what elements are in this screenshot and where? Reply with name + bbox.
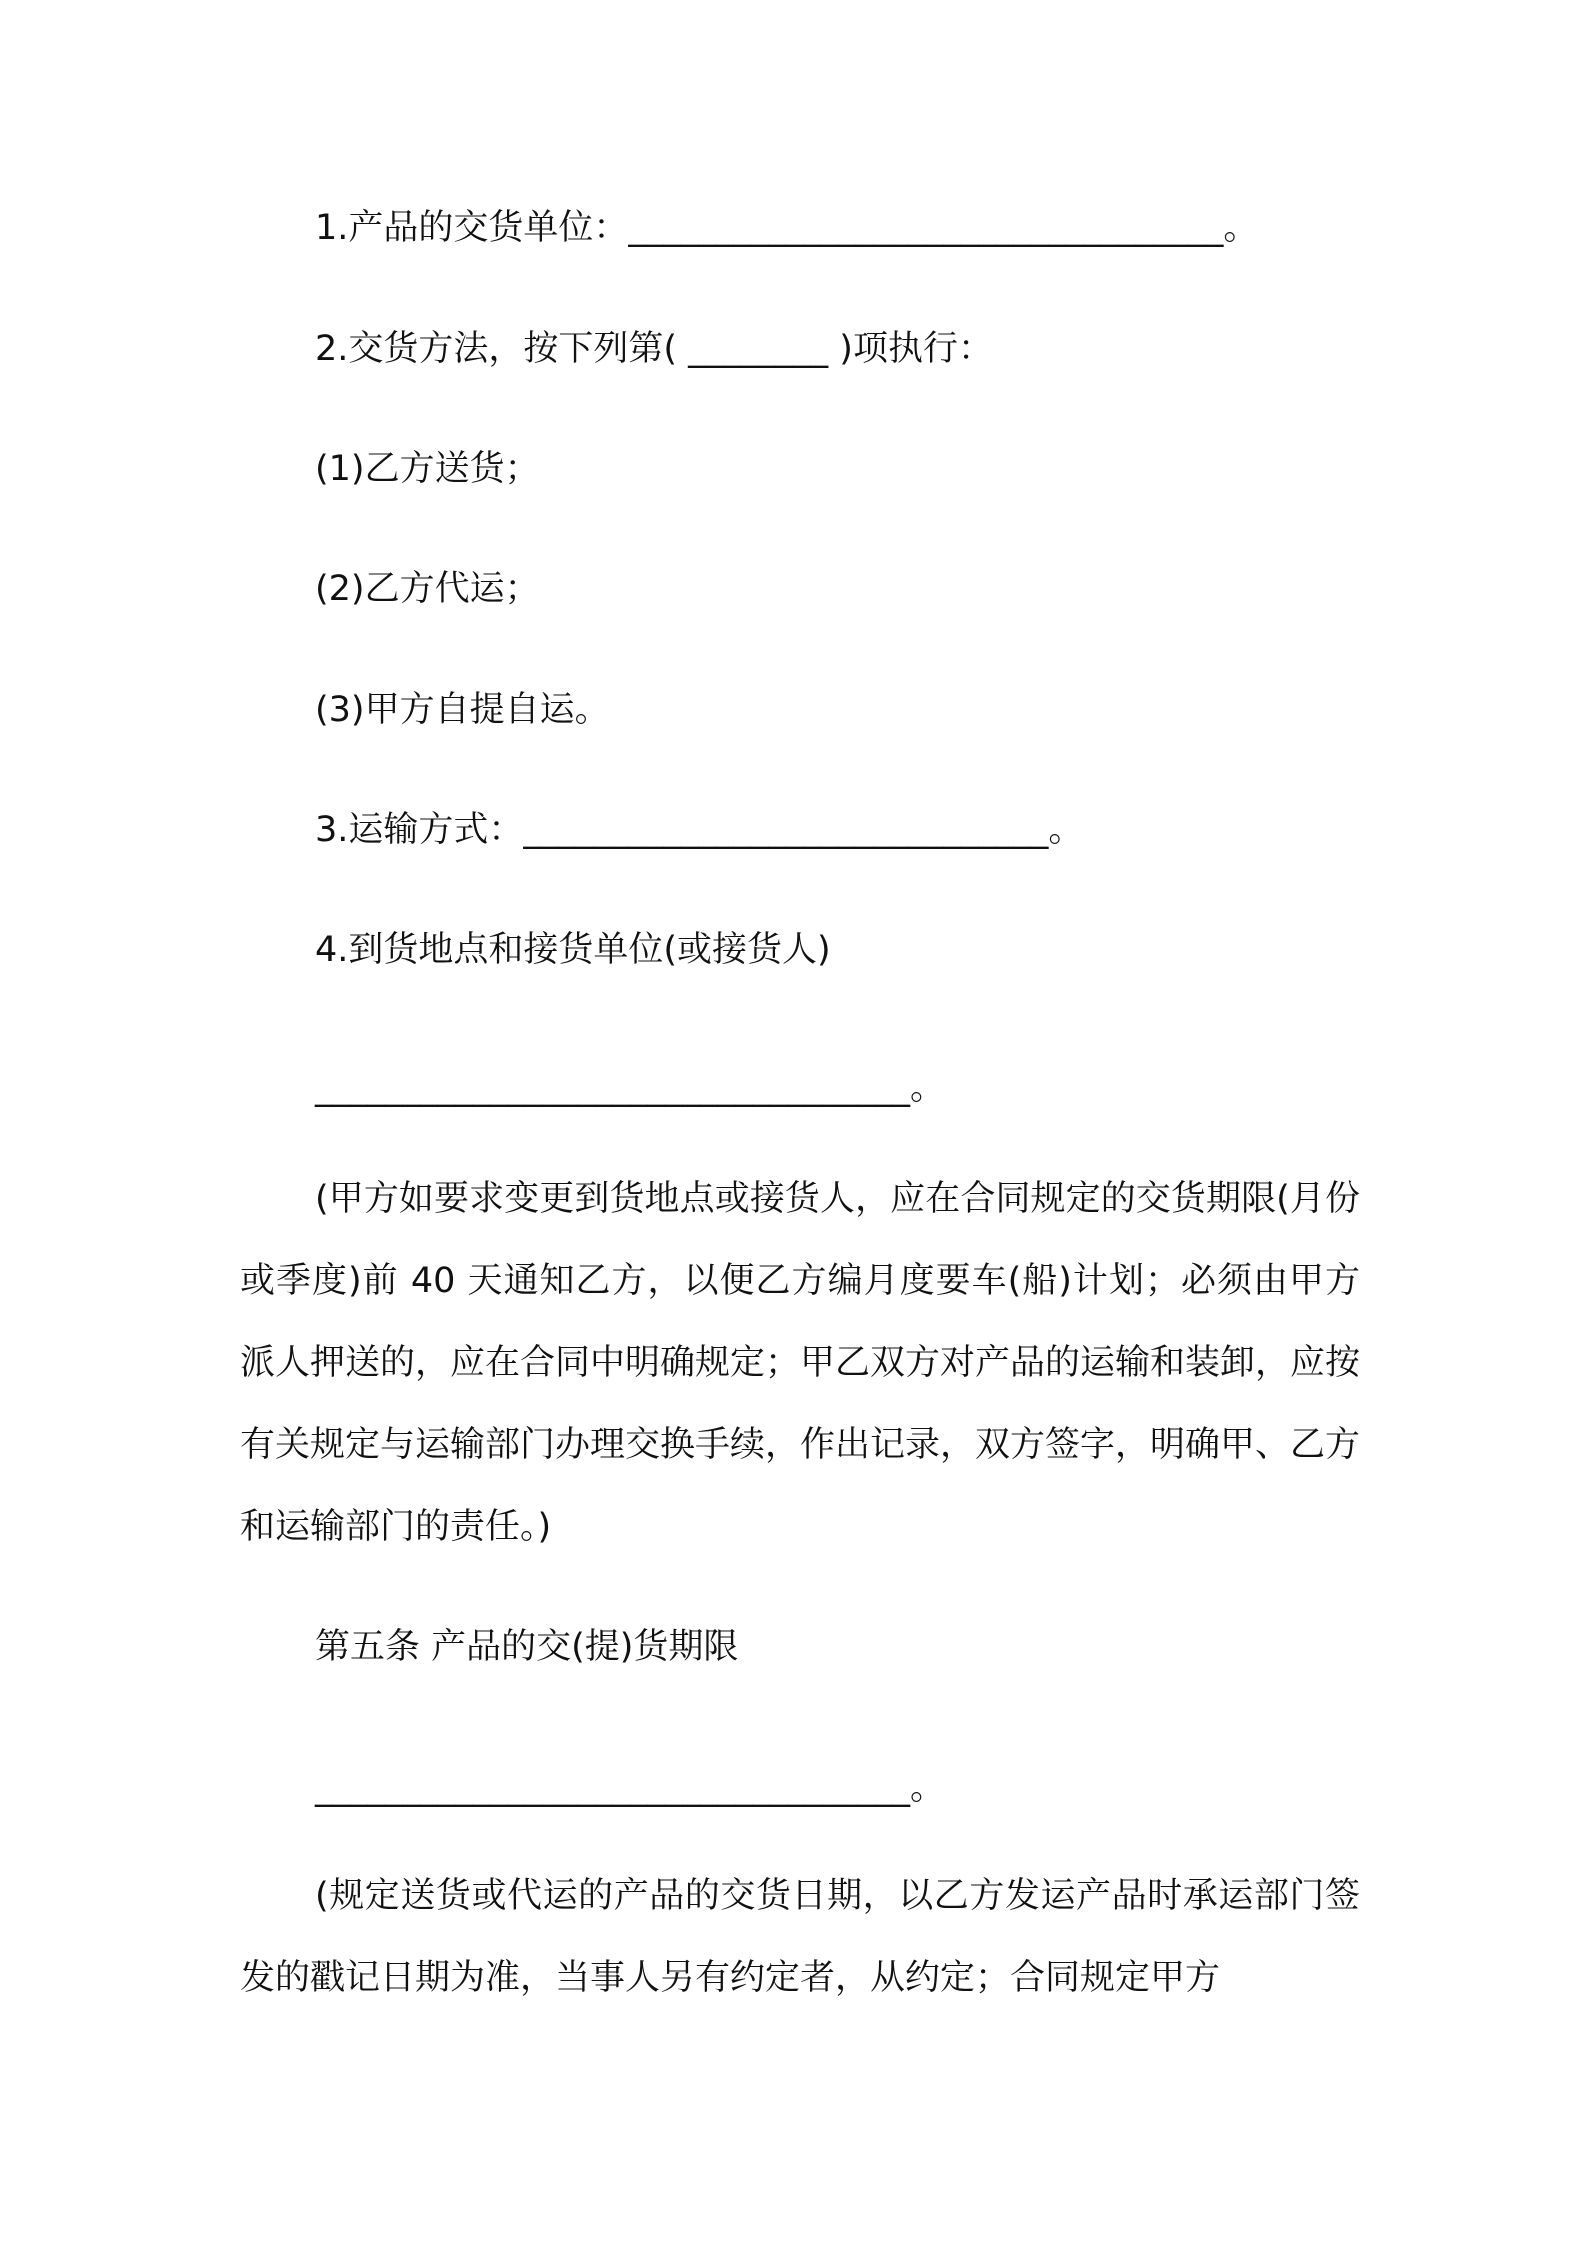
article-5-title: 第五条 产品的交(提)货期限 bbox=[315, 1627, 739, 1667]
arrival-location-line: 4.到货地点和接货单位(或接货人) bbox=[315, 930, 831, 970]
arrival-location-blank: __________________________________。 bbox=[315, 1068, 946, 1108]
option-3-line: (3)甲方自提自运。 bbox=[315, 690, 610, 730]
delivery-unit-line: 1.产品的交货单位：__________________________________。 bbox=[315, 208, 1259, 248]
article-5-blank: __________________________________。 bbox=[315, 1768, 946, 1808]
delivery-change-paragraph: (甲方如要求变更到货地点或接货人，应在合同规定的交货期限(月份或季度)前 40 天通知乙方，以便乙方编月度要车(船)计划；必须由甲方派人押送的，应在合同中明确规定；甲乙双方对产品的运输和装卸，应按有关规定与运输部门办理交换手续，作出记录，双方签字，明确甲、乙方和运输部门的责任。) bbox=[240, 1179, 1361, 1547]
transport-method-line: 3.运输方式：______________________________。 bbox=[315, 810, 1084, 850]
option-1-line: (1)乙方送货； bbox=[315, 449, 540, 489]
delivery-date-paragraph: (规定送货或代运的产品的交货日期，以乙方发运产品时承运部门签发的戳记日期为准，当事人另有约定者，从约定；合同规定甲方 bbox=[240, 1876, 1360, 1998]
delivery-method-line: 2.交货方法，按下列第( ________ )项执行： bbox=[315, 329, 993, 369]
option-2-line: (2)乙方代运； bbox=[315, 569, 540, 609]
